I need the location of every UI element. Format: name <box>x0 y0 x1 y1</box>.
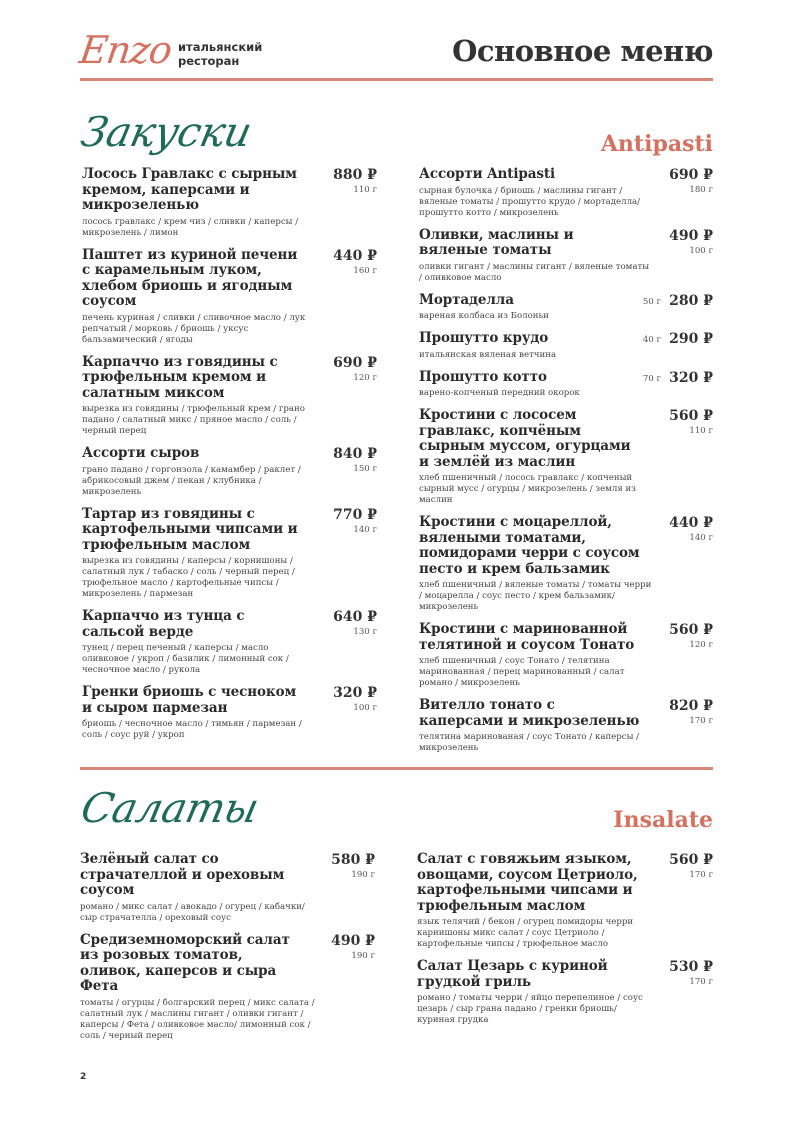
dish-price: 290 ₽ <box>669 331 713 347</box>
restaurant-logo: Enzo <box>76 28 175 72</box>
dish-weight: 100 г <box>689 245 713 256</box>
dish-price: 820 ₽ <box>669 698 713 714</box>
page-number: 2 <box>80 1072 87 1082</box>
dish-weight: 180 г <box>689 185 713 195</box>
dish-weight: 130 г <box>353 627 377 637</box>
dish-ingredients: бриошь / чесночное масло / тимьян / пармезан / соль / соус руй / укроп <box>82 719 302 740</box>
dish-price: 840 ₽ <box>333 446 377 462</box>
section-divider <box>80 767 713 770</box>
dish-name: Ассорти Antipasti <box>419 166 556 182</box>
dish-price: 560 ₽ <box>669 622 713 638</box>
dish-ingredients: варено-копченый передний окорок <box>419 388 580 398</box>
dish-price: 690 ₽ <box>333 354 377 371</box>
dish-name: Карпаччо из тунца с сальсой верде <box>82 608 245 640</box>
menu-item <box>419 515 713 613</box>
dish-price: 560 ₽ <box>669 408 713 424</box>
dish-price: 690 ₽ <box>669 167 713 183</box>
dish-name: Гренки бриошь с чесноком и сыром пармезан <box>82 684 297 716</box>
dish-price: 280 ₽ <box>669 292 713 309</box>
dish-name: Карпаччо из говядины с трюфельным кремом и салатным миксом <box>82 353 278 401</box>
section-title-appetizers: Закуски <box>76 108 256 156</box>
dish-price: 530 ₽ <box>669 959 713 975</box>
dish-price: 490 ₽ <box>331 932 375 949</box>
menu-item <box>80 933 375 1042</box>
dish-name: Салат Цезарь с куриной грудкой гриль <box>417 958 608 990</box>
dish-name: Средиземноморский салат из розовых томатов, оливок, каперсов и сыра Фета <box>80 931 290 994</box>
dish-weight: 160 г <box>353 265 377 276</box>
menu-item <box>419 408 713 506</box>
menu-item <box>419 228 713 284</box>
menu-item <box>82 446 377 498</box>
subtitle-line-1: итальянский <box>178 40 263 54</box>
dish-ingredients: романо / томаты черри / яйцо перепелиное / соус цезарь / сыр грана падано / гренки бриошь/ куриная грудка <box>417 993 643 1025</box>
salads-right-column <box>417 852 713 1035</box>
menu-item <box>82 167 377 239</box>
dish-price: 640 ₽ <box>333 609 377 625</box>
menu-item <box>82 685 377 741</box>
dish-weight: 150 г <box>353 464 377 474</box>
section-latin-antipasti: Antipasti <box>600 131 713 157</box>
dish-name: Кростини с маринованной телятиной и соусом Тонато <box>419 621 635 653</box>
dish-ingredients: хлеб пшеничный / лосось гравлакс / копченый сырный мусс / огурцы / микрозелень / земля из маслин <box>419 473 636 505</box>
dish-price: 320 ₽ <box>669 369 713 386</box>
page-title: Основное меню <box>452 34 713 68</box>
dish-weight: 50 г <box>642 296 661 307</box>
dish-weight: 190 г <box>351 870 375 880</box>
dish-price: 560 ₽ <box>669 852 713 868</box>
dish-ingredients: печень куриная / сливки / сливочное масло / лук репчатый / морковь / бриошь / уксус бальзамический / ягоды <box>82 312 306 345</box>
menu-item <box>417 852 713 950</box>
dish-ingredients: хлеб пшеничный / вяленые томаты / томаты черри / моцарелла / соус песто / крем бальзамик/ микрозелень <box>419 580 652 612</box>
dish-weight: 140 г <box>353 524 377 535</box>
menu-item <box>419 370 713 400</box>
dish-weight: 120 г <box>353 372 377 383</box>
menu-item <box>80 852 375 924</box>
dish-ingredients: тунец / перец печеный / каперсы / масло оливковое / укроп / базилик / лимонный сок / чесночное масло / рукола <box>82 643 289 675</box>
dish-name: Кростини с лососем гравлакс, копчёным сырным муссом, огурцами и землёй из маслин <box>419 407 631 470</box>
menu-item <box>419 293 713 323</box>
dish-ingredients: томаты / огурцы / болгарский перец / микс салата / салатный лук / маслины гигант / оливки гигант / каперсы / Фета / оливковое масло/ лимонный сок / соль / черный перец <box>80 997 315 1041</box>
dish-name: Салат с говяжьим языком, овощами, соусом Цетриоло, картофельными чипсами и трюфельным маслом <box>417 851 638 914</box>
dish-ingredients: хлеб пшеничный / соус Тонато / телятина маринованная / перец маринованный / салат романо / микрозелень <box>419 656 625 688</box>
dish-name: Тартар из говядины с картофельными чипсами и трюфельным маслом <box>82 505 298 553</box>
dish-ingredients: язык телячий / бекон / огурец помидоры черри карнишоны микс салат / соус Цетриоло / картофельные чипсы / трюфельное масло <box>417 917 634 949</box>
dish-weight: 110 г <box>689 426 713 436</box>
restaurant-subtitle <box>178 40 262 68</box>
dish-weight: 70 г <box>642 373 661 384</box>
menu-item <box>419 622 713 689</box>
dish-weight: 140 г <box>689 533 713 543</box>
dish-ingredients: оливки гигант / маслины гигант / вяленые томаты / оливковое масло <box>419 261 650 283</box>
dish-weight: 190 г <box>351 950 375 961</box>
dish-name: Зелёный салат со страчателлой и ореховым соусом <box>80 851 285 898</box>
menu-item <box>82 609 377 676</box>
dish-weight: 110 г <box>353 185 377 195</box>
dish-weight: 170 г <box>689 716 713 726</box>
dish-weight: 170 г <box>689 870 713 880</box>
dish-name: Мортаделла <box>419 291 514 308</box>
dish-name: Лосось Гравлакс с сырным кремом, каперсами и микрозеленью <box>82 166 297 213</box>
dish-weight: 120 г <box>689 640 713 650</box>
dish-name: Ассорти сыров <box>82 445 200 461</box>
dish-ingredients: грано падано / горгонзола / камамбер / раклет / абрикосовый джем / пекан / клубника / микрозелень <box>82 464 301 497</box>
menu-item <box>419 698 713 754</box>
dish-ingredients: телятина маринованая / соус Тонато / каперсы / микрозелень <box>419 732 640 753</box>
menu-item <box>417 959 713 1026</box>
dish-price: 880 ₽ <box>333 167 377 183</box>
header-divider <box>80 78 713 81</box>
subtitle-line-2: ресторан <box>178 54 240 68</box>
appetizers-left-column <box>82 167 377 750</box>
menu-item <box>82 507 377 601</box>
dish-name: Кростини с моцареллой, вялеными томатами, помидорами черри с соусом песто и крем бальзамик <box>419 514 640 577</box>
dish-price: 440 ₽ <box>333 247 377 264</box>
dish-price: 440 ₽ <box>669 515 713 531</box>
dish-weight: 40 г <box>642 335 661 345</box>
dish-price: 490 ₽ <box>669 227 713 244</box>
dish-ingredients: сырная булочка / бриошь / маслины гигант / вяленые томаты / прошутто крудо / мортаделла/ прошутто котто / микрозелень <box>419 185 641 218</box>
page-header <box>76 28 713 80</box>
dish-ingredients: лосось гравлакс / крем чиз / сливки / каперсы / микрозелень / лимон <box>82 216 299 238</box>
menu-item <box>82 248 377 346</box>
dish-ingredients: вырезка из говядины / трюфельный крем / грано падано / салатный микс / пряное масло / соль / черный перец <box>82 404 305 436</box>
dish-name: Вителло тонато с каперсами и микрозеленью <box>419 697 640 729</box>
section-title-salads: Салаты <box>76 784 263 832</box>
menu-item <box>419 167 713 219</box>
dish-ingredients: вареная колбаса из Болоньи <box>419 311 549 321</box>
dish-price: 320 ₽ <box>333 685 377 701</box>
appetizers-right-column <box>419 167 713 763</box>
dish-price: 580 ₽ <box>331 852 375 868</box>
salads-left-column <box>80 852 375 1051</box>
dish-name: Оливки, маслины и вяленые томаты <box>419 226 574 258</box>
dish-weight: 170 г <box>689 977 713 987</box>
dish-name: Паштет из куриной печени с карамельным луком, хлебом бриошь и ягодным соусом <box>82 246 298 309</box>
dish-ingredients: вырезка из говядины / каперсы / корнишоны / салатный лук / табаско / соль / черный перец / трюфельное масло / картофельные чипсы / микрозелень / пармезан <box>82 556 295 599</box>
dish-name: Прошутто крудо <box>419 330 549 346</box>
menu-item <box>419 331 713 361</box>
dish-name: Прошутто котто <box>419 368 547 385</box>
dish-ingredients: романо / микс салат / авокадо / огурец / кабачки/ сыр страчателла / ореховый соус <box>80 901 305 923</box>
dish-price: 770 ₽ <box>333 506 377 523</box>
dish-weight: 100 г <box>353 703 377 713</box>
section-latin-insalate: Insalate <box>613 807 713 833</box>
menu-item <box>82 355 377 438</box>
dish-ingredients: итальянская вяленая ветчина <box>419 349 557 360</box>
